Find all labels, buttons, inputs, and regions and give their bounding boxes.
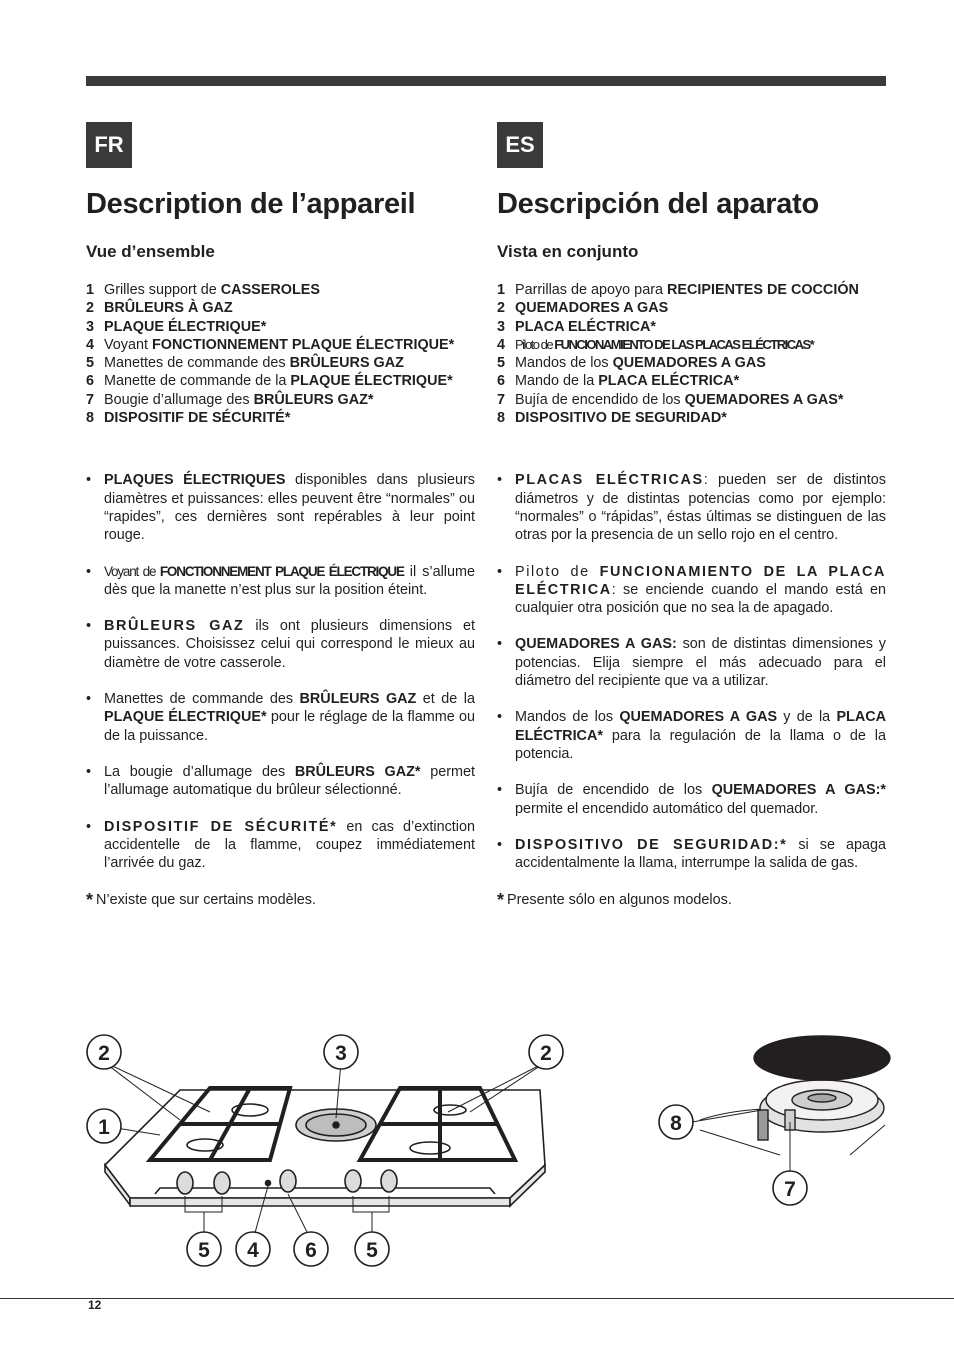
page-number: 12 [88,1298,102,1312]
callout-label: 5 [366,1239,378,1262]
list-item: 5 Manettes de commande des BRÛLEURS GAZ [86,355,404,372]
section-heading-fr: Vue d’ensemble [86,242,215,261]
list-item: 7 Bujía de encendido de los QUEMADORES A GAS* [497,391,844,408]
list-item: • La bougie d’allumage des BRÛLEURS GAZ* permet l’allumage automatique du brûleur sélectionné. [86,763,475,799]
section-heading-es: Vista en conjunto [497,242,639,261]
list-item: 3 PLAQUE ÉLECTRIQUE* [86,318,267,335]
callout-label: 1 [98,1116,110,1139]
callout-label: 2 [98,1042,110,1065]
list-item: 4 Piloto de FUNCIONAMIENTO DE LAS PLACAS ELÉCTRICAS* [497,336,814,353]
list-item: 1 Grilles support de CASSEROLES [86,282,320,298]
list-item: 1 Parrillas de apoyo para RECIPIENTES DE COCCIÓN [497,282,859,298]
list-item: • DISPOSITIVO DE SEGURIDAD:* si se apaga accidentalmente la llama, interrumpe la salida de gas. [497,836,886,872]
list-item: 2 QUEMADORES A GAS [497,300,669,317]
list-item: 8 DISPOSITIF DE SÉCURITÉ* [86,410,291,427]
list-item: • QUEMADORES A GAS: son de distintas dimensiones y potencias. Elija siempre el más adecuado para el diámetro del recipiente que va a utilizar. [497,636,886,690]
list-item: 5 Mandos de los QUEMADORES A GAS [497,355,766,372]
list-item: 2 BRÛLEURS À GAZ [86,300,233,317]
list-item: 6 Manette de commande de la PLAQUE ÉLECTRIQUE* [86,373,453,390]
page-title-es: Descripción del aparato [497,188,819,220]
list-item: • PLAQUES ÉLECTRIQUES disponibles dans plusieurs diamètres et puissances: elles peuvent être “normales” ou “rapides”, ces dernières sont repérables à leur point rouge. [86,472,476,544]
list-item: • DISPOSITIF DE SÉCURITÉ* en cas d’extinction accidentelle de la flamme, coupez immédiatement l’arrivée du gaz. [86,818,475,872]
callout-label: 7 [784,1178,796,1201]
lang-badge-fr: FR [86,122,132,168]
list-item: • PLACAS ELÉCTRICAS: pueden ser de distintos diámetros y de distintas potencias como por ejemplo: “normales” o “rápidas”, éstas últimas se distinguen de las otras por la presencia de un sello rojo en el centro. [497,472,886,544]
list-item: 3 PLACA ELÉCTRICA* [497,318,656,335]
list-item: • Voyant de FONCTIONNEMENT PLAQUE ÉLECTRIQUE il s’allume dès que la manette n’est plus sur la position éteint. [86,563,475,598]
list-item: 4 Voyant FONCTIONNEMENT PLAQUE ÉLECTRIQUE* [86,336,455,353]
list-item: • Piloto de FUNCIONAMIENTO DE LA PLACA ELÉCTRICA: se enciende cuando el mando está en cualquier otra posición que no sea la de apagado. [497,563,886,617]
lang-badge-es: ES [497,122,543,168]
list-item: 8 DISPOSITIVO DE SEGURIDAD* [497,410,727,427]
callout-label: 2 [540,1042,552,1065]
callout-label: 8 [670,1112,682,1135]
footer-rule [0,1298,954,1299]
footnote-fr: * N’existe que sur certains modèles. [86,890,316,911]
list-item: • Manettes de commande des BRÛLEURS GAZ et de la PLAQUE ÉLECTRIQUE* pour le réglage de la flamme ou de la puissance. [86,691,476,744]
page-title-fr: Description de l’appareil [86,188,416,220]
callout-label: 3 [335,1042,347,1065]
callout-label: 5 [198,1239,210,1262]
list-item: • Mandos de los QUEMADORES A GAS y de la PLACA ELÉCTRICA* para la regulación de la llama o de la potencia. [497,709,887,762]
list-item: • Bujía de encendido de los QUEMADORES A GAS:* permite el encendido automático del quemador. [497,782,886,817]
callout-label: 6 [305,1239,317,1262]
list-item: 6 Mando de la PLACA ELÉCTRICA* [497,373,740,390]
callout-label: 4 [247,1239,259,1262]
list-item: • BRÛLEURS GAZ ils ont plusieurs dimensions et puissances. Choisissez celui qui correspond le mieux au diamètre de votre casserole. [86,618,476,671]
footnote-es: * Presente sólo en algunos modelos. [497,890,732,911]
list-item: 7 Bougie d’allumage des BRÛLEURS GAZ* [86,391,374,408]
